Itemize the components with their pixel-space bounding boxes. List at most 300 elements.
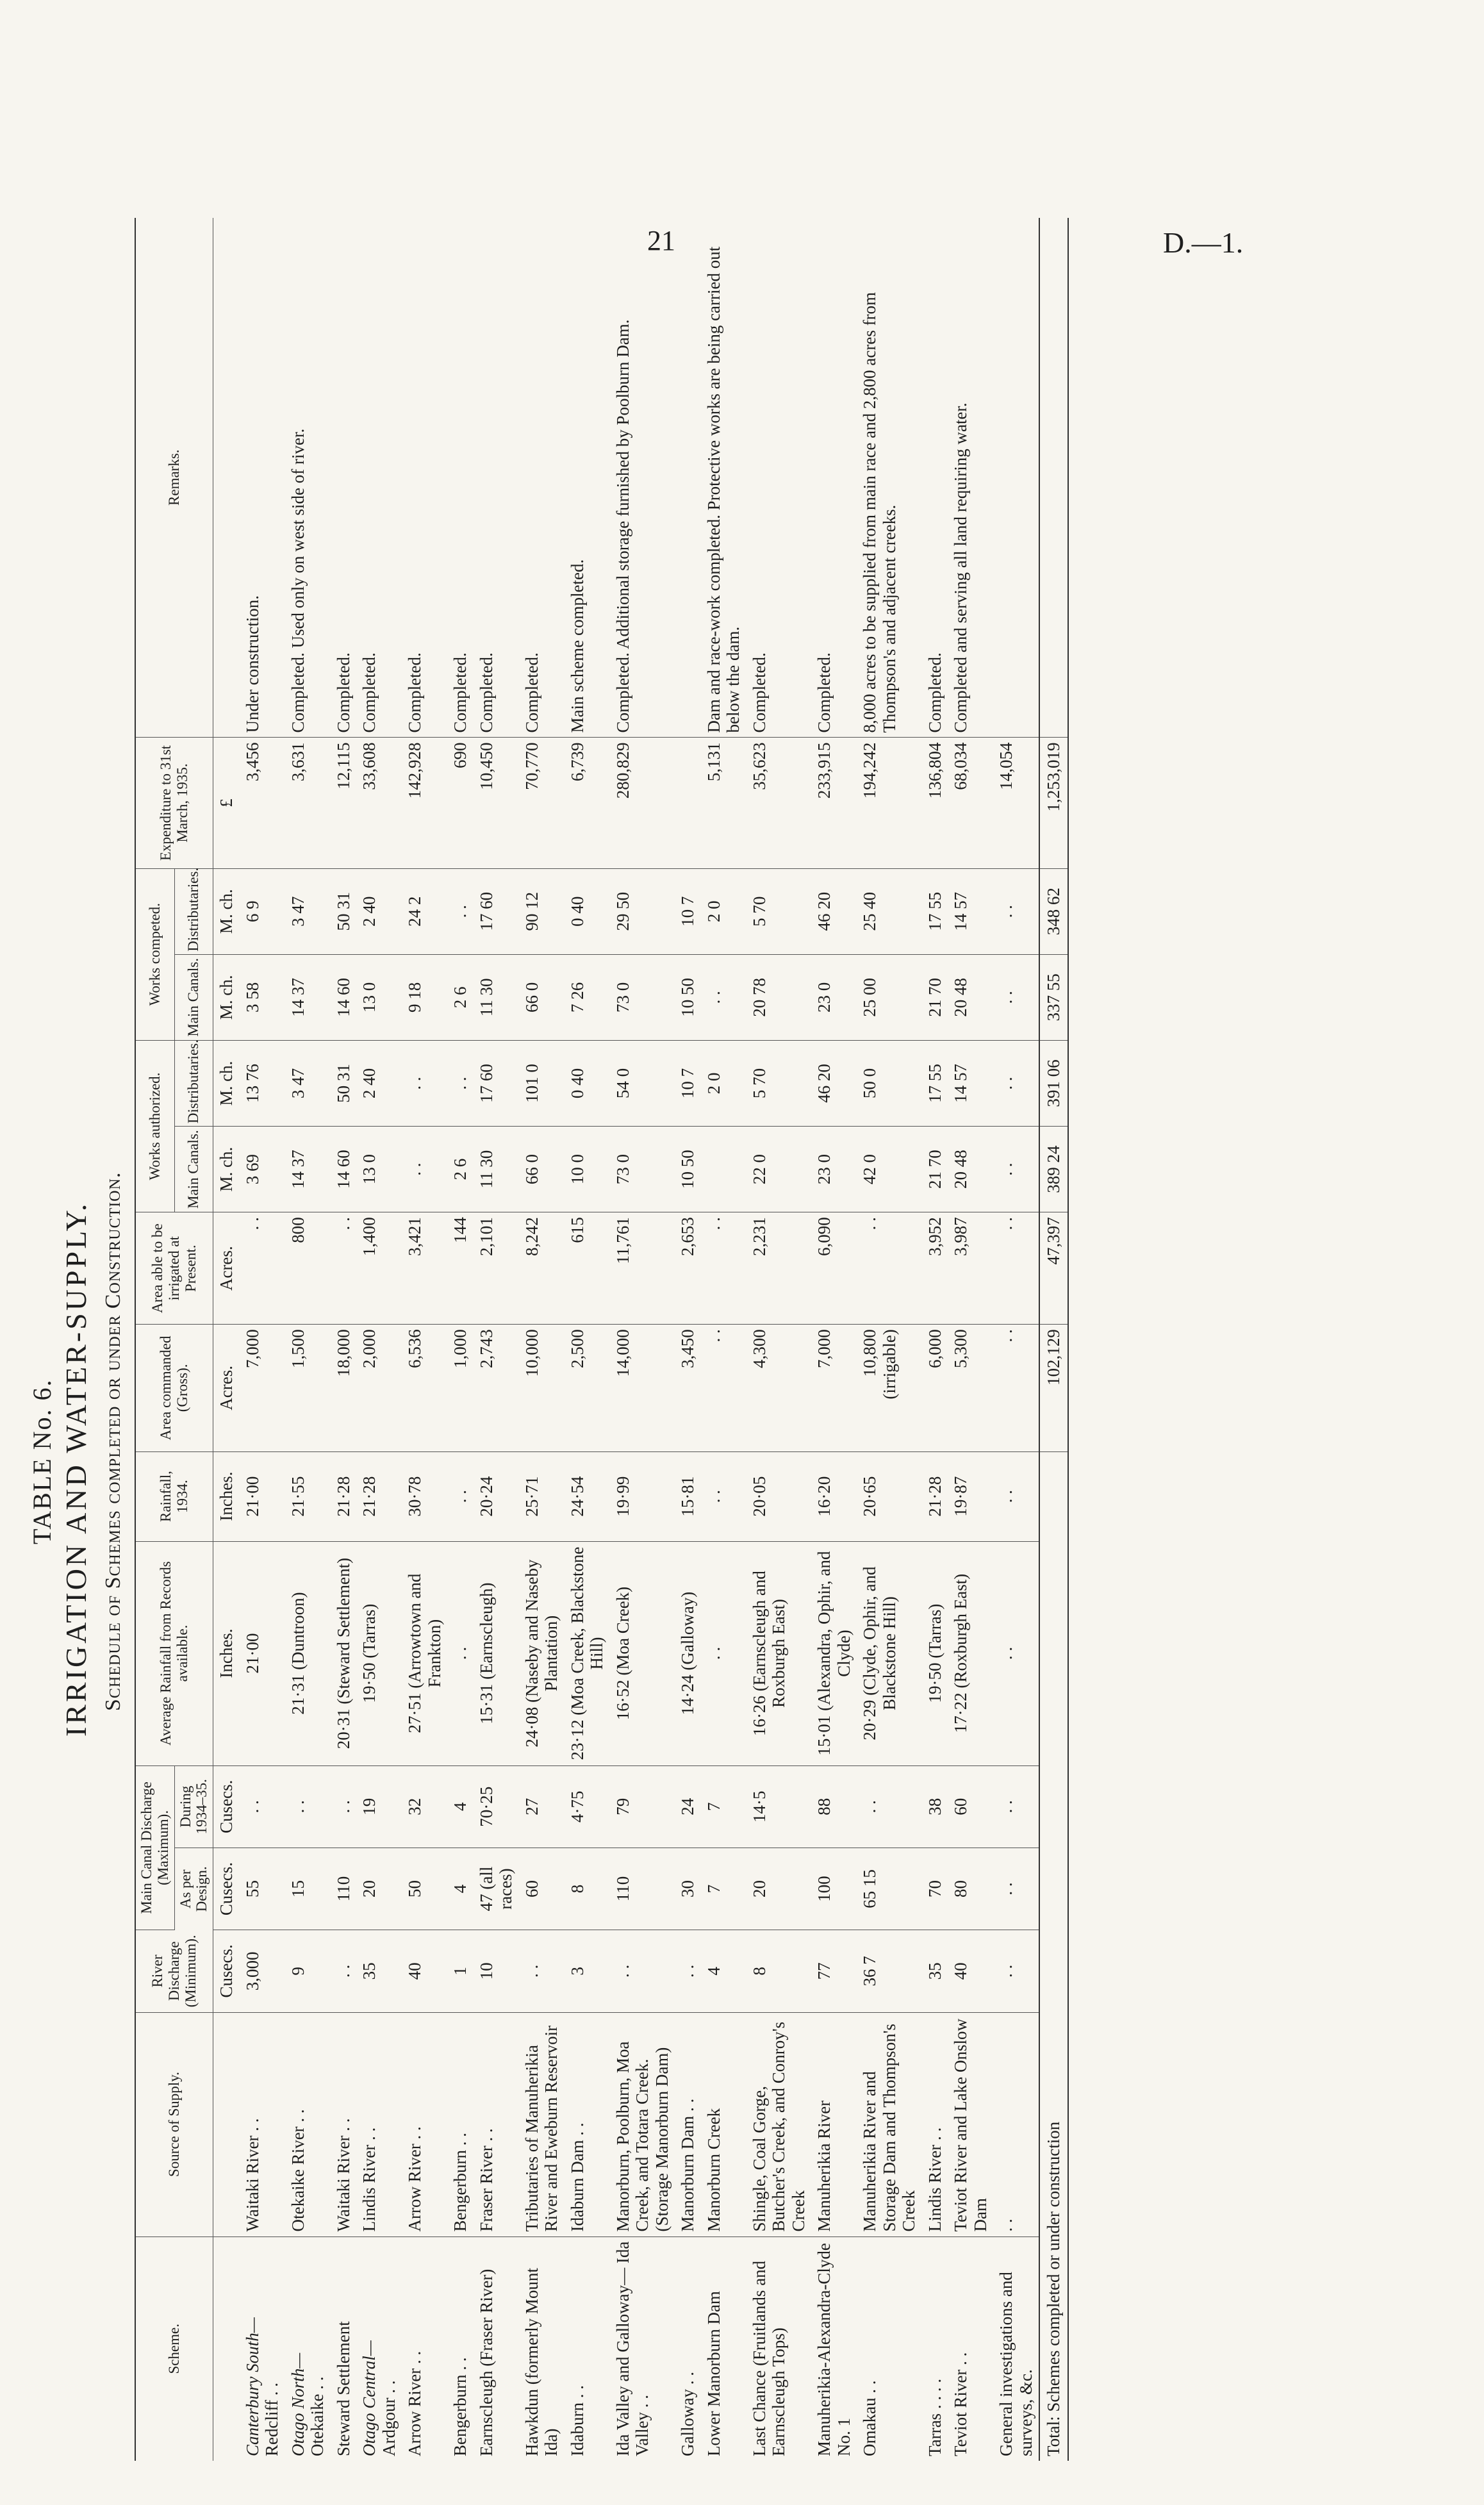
area-irrigated-cell bbox=[474, 1212, 519, 1325]
during-discharge-cell bbox=[746, 1765, 812, 1848]
authorized-main-cell bbox=[285, 1127, 331, 1212]
authorized-distributaries-cell bbox=[519, 1040, 565, 1126]
authorized-distributaries-cell bbox=[565, 1040, 610, 1126]
expenditure-cell-text: 3,631 bbox=[288, 742, 308, 782]
authorized-distributaries-cell bbox=[402, 1040, 447, 1126]
during-discharge-cell-text: . . bbox=[996, 1800, 1016, 1814]
river-discharge-cell bbox=[922, 1930, 948, 2012]
during-discharge-cell-text: . . bbox=[333, 1800, 353, 1814]
river-discharge-cell-text: 77 bbox=[814, 1962, 834, 1980]
design-discharge-cell-text: 4 bbox=[450, 1884, 470, 1894]
river-discharge-cell bbox=[519, 1930, 565, 2012]
completed-main-cell-text: 14 60 bbox=[333, 977, 353, 1017]
table-row bbox=[922, 218, 948, 2461]
completed-main-cell bbox=[240, 954, 285, 1040]
remarks-cell bbox=[519, 218, 565, 738]
source-cell-text: Manorburn, Poolburn, Moa Creek, and Totara Creek. (Storage Manorburn Dam) bbox=[613, 2041, 672, 2232]
expenditure-cell-text: 33,608 bbox=[359, 742, 379, 790]
authorized-main-cell bbox=[447, 1127, 474, 1212]
area-commanded-cell bbox=[922, 1325, 948, 1451]
scheme-cell-text: Galloway . . bbox=[678, 2372, 697, 2456]
document-reference: D.—1. bbox=[1163, 226, 1244, 259]
scheme-cell bbox=[948, 2236, 993, 2461]
table-row bbox=[331, 218, 357, 2461]
completed-main-cell bbox=[993, 954, 1039, 1040]
average-rainfall-cell bbox=[948, 1541, 993, 1765]
completed-distributaries-cell bbox=[811, 868, 857, 954]
average-rainfall-cell-text: 21·00 bbox=[242, 1633, 262, 1674]
design-discharge-cell-text: 80 bbox=[951, 1880, 970, 1898]
completed-main-cell bbox=[811, 954, 857, 1040]
total-area-irrigated: 47,397 bbox=[1039, 1212, 1068, 1325]
scheme-cell-text: Lower Manorburn Dam bbox=[704, 2291, 723, 2456]
design-discharge-cell-text: 20 bbox=[749, 1880, 769, 1898]
remarks-cell-text: Completed. bbox=[522, 652, 541, 733]
scheme-cell bbox=[565, 2236, 610, 2461]
rainfall-cell bbox=[285, 1451, 331, 1541]
rainfall-cell-text: 25·71 bbox=[522, 1476, 541, 1517]
completed-distributaries-cell-text: 46 20 bbox=[814, 891, 834, 931]
unit-cell: M. ch. bbox=[213, 1040, 240, 1126]
completed-main-cell bbox=[285, 954, 331, 1040]
table-row bbox=[240, 218, 285, 2461]
average-rainfall-cell bbox=[565, 1541, 610, 1765]
table-row bbox=[811, 218, 857, 2461]
completed-main-cell-text: 66 0 bbox=[522, 982, 541, 1013]
average-rainfall-cell bbox=[240, 1541, 285, 1765]
rainfall-cell bbox=[447, 1451, 474, 1541]
expenditure-cell-text: 68,034 bbox=[951, 742, 970, 790]
source-cell bbox=[610, 2012, 675, 2236]
authorized-main-cell bbox=[857, 1127, 922, 1212]
completed-distributaries-cell bbox=[675, 868, 701, 954]
authorized-main-cell bbox=[993, 1127, 1039, 1212]
during-discharge-cell-text: 60 bbox=[951, 1798, 970, 1815]
completed-main-cell-text: 11 30 bbox=[476, 978, 496, 1017]
river-discharge-cell bbox=[675, 1930, 701, 2012]
scheme-cell-text: Omakau . . bbox=[860, 2380, 879, 2456]
authorized-distributaries-cell-text: 2 40 bbox=[359, 1068, 379, 1099]
authorized-main-cell bbox=[565, 1127, 610, 1212]
design-discharge-cell-text: 20 bbox=[359, 1880, 379, 1898]
river-discharge-cell-text: 40 bbox=[951, 1962, 970, 1980]
rainfall-cell bbox=[993, 1451, 1039, 1541]
area-irrigated-cell-text: 1,400 bbox=[359, 1217, 379, 1256]
source-cell bbox=[993, 2012, 1039, 2236]
average-rainfall-cell bbox=[610, 1541, 675, 1765]
rainfall-cell bbox=[565, 1451, 610, 1541]
scheme-cell-text: Otekaike . . bbox=[308, 2376, 327, 2456]
river-discharge-cell bbox=[565, 1930, 610, 2012]
design-discharge-cell bbox=[240, 1848, 285, 1930]
remarks-cell bbox=[701, 218, 746, 738]
scheme-cell-text: Earnscleugh (Fraser River) bbox=[476, 2269, 496, 2456]
units-row bbox=[213, 218, 240, 2461]
average-rainfall-cell-text: 14·24 (Galloway) bbox=[678, 1591, 697, 1715]
scheme-cell-text: Manuherikia-Alexandra-Clyde No. 1 bbox=[814, 2243, 853, 2456]
area-commanded-cell bbox=[948, 1325, 993, 1451]
design-discharge-cell bbox=[447, 1848, 474, 1930]
average-rainfall-cell bbox=[285, 1541, 331, 1765]
completed-distributaries-cell bbox=[948, 868, 993, 954]
river-discharge-cell-text: 40 bbox=[405, 1962, 424, 1980]
average-rainfall-cell-text: 15·01 (Alexandra, Ophir, and Clyde) bbox=[814, 1551, 853, 1756]
rainfall-cell bbox=[701, 1451, 746, 1541]
during-discharge-cell bbox=[993, 1765, 1039, 1848]
remarks-cell bbox=[993, 218, 1039, 738]
completed-main-cell bbox=[948, 954, 993, 1040]
river-discharge-cell bbox=[474, 1930, 519, 2012]
design-discharge-cell-text: 65 15 bbox=[860, 1869, 879, 1908]
unit-cell: Cusecs. bbox=[213, 1848, 240, 1930]
during-discharge-cell bbox=[474, 1765, 519, 1848]
completed-main-cell bbox=[701, 954, 746, 1040]
average-rainfall-cell-text: 20·29 (Clyde, Ophir, and Blackstone Hill) bbox=[860, 1566, 899, 1740]
rainfall-cell-text: 21·55 bbox=[288, 1476, 308, 1517]
total-row bbox=[1039, 218, 1068, 2461]
rainfall-cell bbox=[331, 1451, 357, 1541]
source-cell-text: Arrow River . . bbox=[405, 2126, 424, 2232]
source-cell bbox=[447, 2012, 474, 2236]
remarks-cell-text: Completed. bbox=[749, 652, 769, 733]
area-irrigated-cell-text: 3,421 bbox=[405, 1217, 424, 1256]
river-discharge-cell-text: 10 bbox=[476, 1962, 496, 1980]
expenditure-cell-text: 280,829 bbox=[613, 742, 632, 799]
scheme-cell bbox=[474, 2236, 519, 2461]
expenditure-cell bbox=[565, 738, 610, 868]
completed-distributaries-cell-text: 50 31 bbox=[333, 891, 353, 931]
rainfall-cell bbox=[240, 1451, 285, 1541]
area-commanded-cell bbox=[356, 1325, 402, 1451]
area-commanded-cell bbox=[610, 1325, 675, 1451]
area-commanded-cell-text: 10,000 bbox=[522, 1329, 541, 1377]
during-discharge-cell-text: 70·25 bbox=[476, 1786, 496, 1827]
area-irrigated-cell bbox=[701, 1212, 746, 1325]
river-discharge-cell bbox=[993, 1930, 1039, 2012]
authorized-distributaries-cell bbox=[610, 1040, 675, 1126]
completed-distributaries-cell-text: 6 9 bbox=[242, 900, 262, 923]
authorized-distributaries-cell bbox=[746, 1040, 812, 1126]
scheme-cell-text: Steward Settlement bbox=[333, 2321, 353, 2456]
table-row bbox=[610, 218, 675, 2461]
river-discharge-cell bbox=[331, 1930, 357, 2012]
completed-main-cell-text: 21 70 bbox=[925, 977, 944, 1017]
completed-main-cell bbox=[447, 954, 474, 1040]
during-discharge-cell-text: 4·75 bbox=[567, 1790, 587, 1823]
table-row bbox=[675, 218, 701, 2461]
area-commanded-cell bbox=[447, 1325, 474, 1451]
table-number-title: TABLE No. 6. bbox=[28, 1378, 56, 1544]
average-rainfall-cell bbox=[746, 1541, 812, 1765]
average-rainfall-cell bbox=[331, 1541, 357, 1765]
authorized-main-cell-text: 21 70 bbox=[925, 1150, 944, 1189]
authorized-distributaries-cell bbox=[675, 1040, 701, 1126]
authorized-main-cell-text: 14 37 bbox=[288, 1150, 308, 1189]
authorized-distributaries-cell bbox=[811, 1040, 857, 1126]
region-label: Otago Central— bbox=[359, 2340, 379, 2456]
source-cell-text: Manuherikia River and Storage Dam and Thompson's Creek bbox=[860, 2023, 918, 2232]
rainfall-cell bbox=[474, 1451, 519, 1541]
source-cell-text: Lindis River . . bbox=[359, 2127, 379, 2232]
design-discharge-cell-text: 8 bbox=[567, 1884, 587, 1894]
area-irrigated-cell bbox=[610, 1212, 675, 1325]
area-irrigated-cell bbox=[993, 1212, 1039, 1325]
design-discharge-cell-text: 50 bbox=[405, 1880, 424, 1898]
area-commanded-cell bbox=[675, 1325, 701, 1451]
remarks-cell-text: Completed. bbox=[333, 652, 353, 733]
scheme-cell-text: Arrow River . . bbox=[405, 2351, 424, 2456]
during-discharge-cell-text: . . bbox=[242, 1800, 262, 1814]
area-irrigated-cell bbox=[402, 1212, 447, 1325]
unit-cell: M. ch. bbox=[213, 868, 240, 954]
remarks-cell-text: Completed. bbox=[476, 652, 496, 733]
header-average-rainfall: Average Rainfall from Records available. bbox=[135, 1541, 213, 1765]
completed-main-cell bbox=[857, 954, 922, 1040]
river-discharge-cell bbox=[402, 1930, 447, 2012]
rainfall-cell-text: . . bbox=[704, 1489, 723, 1503]
rainfall-cell-text: 21·28 bbox=[359, 1476, 379, 1517]
rainfall-cell-text: 15·81 bbox=[678, 1476, 697, 1517]
completed-main-cell bbox=[519, 954, 565, 1040]
completed-distributaries-cell-text: 2 0 bbox=[704, 900, 723, 923]
during-discharge-cell-text: 14·5 bbox=[749, 1790, 769, 1823]
average-rainfall-cell bbox=[402, 1541, 447, 1765]
design-discharge-cell bbox=[811, 1848, 857, 1930]
river-discharge-cell bbox=[610, 1930, 675, 2012]
expenditure-cell-text: 3,456 bbox=[242, 742, 262, 782]
design-discharge-cell bbox=[922, 1848, 948, 1930]
during-discharge-cell bbox=[565, 1765, 610, 1848]
during-discharge-cell bbox=[675, 1765, 701, 1848]
rainfall-cell bbox=[356, 1451, 402, 1541]
expenditure-cell-text: 194,242 bbox=[860, 742, 879, 799]
remarks-cell bbox=[675, 218, 701, 738]
source-cell bbox=[948, 2012, 993, 2236]
authorized-main-cell bbox=[948, 1127, 993, 1212]
area-commanded-cell-text: 10,800 (irrigable) bbox=[860, 1329, 899, 1400]
design-discharge-cell bbox=[402, 1848, 447, 1930]
area-commanded-cell-text: 7,000 bbox=[814, 1329, 834, 1368]
header-works-completed: Works competed. bbox=[135, 868, 174, 1040]
river-discharge-cell-text: . . bbox=[613, 1964, 632, 1978]
river-discharge-cell bbox=[811, 1930, 857, 2012]
unit-cell: Inches. bbox=[213, 1541, 240, 1765]
source-cell bbox=[240, 2012, 285, 2236]
average-rainfall-cell bbox=[993, 1541, 1039, 1765]
completed-distributaries-cell bbox=[701, 868, 746, 954]
during-discharge-cell bbox=[610, 1765, 675, 1848]
expenditure-cell bbox=[811, 738, 857, 868]
expenditure-cell bbox=[240, 738, 285, 868]
total-completed-main: 337 55 bbox=[1039, 954, 1068, 1040]
during-discharge-cell-text: 38 bbox=[925, 1798, 944, 1815]
expenditure-cell-text: 233,915 bbox=[814, 742, 834, 799]
remarks-cell bbox=[922, 218, 948, 738]
source-cell bbox=[331, 2012, 357, 2236]
completed-distributaries-cell bbox=[746, 868, 812, 954]
expenditure-cell bbox=[993, 738, 1039, 868]
average-rainfall-cell-text: . . bbox=[704, 1646, 723, 1660]
expenditure-cell bbox=[519, 738, 565, 868]
rainfall-cell-text: 21·00 bbox=[242, 1476, 262, 1517]
expenditure-cell-text: 70,770 bbox=[522, 742, 541, 790]
river-discharge-cell-text: . . bbox=[678, 1964, 697, 1978]
during-discharge-cell-text: 32 bbox=[405, 1798, 424, 1815]
during-discharge-cell bbox=[922, 1765, 948, 1848]
area-irrigated-cell bbox=[240, 1212, 285, 1325]
river-discharge-cell bbox=[701, 1930, 746, 2012]
authorized-distributaries-cell-text: 3 47 bbox=[288, 1068, 308, 1099]
area-irrigated-cell bbox=[811, 1212, 857, 1325]
header-remarks: Remarks. bbox=[135, 218, 213, 738]
area-irrigated-cell bbox=[285, 1212, 331, 1325]
area-irrigated-cell-text: 3,952 bbox=[925, 1217, 944, 1256]
completed-distributaries-cell bbox=[331, 868, 357, 954]
area-irrigated-cell-text: 144 bbox=[450, 1217, 470, 1243]
during-discharge-cell bbox=[285, 1765, 331, 1848]
expenditure-cell-text: 5,131 bbox=[704, 742, 723, 782]
area-irrigated-cell-text: 8,242 bbox=[522, 1217, 541, 1256]
authorized-distributaries-cell-text: 50 0 bbox=[860, 1068, 879, 1099]
table-row bbox=[948, 218, 993, 2461]
expenditure-cell bbox=[610, 738, 675, 868]
scheme-cell bbox=[240, 2236, 285, 2461]
design-discharge-cell-text: 47 (all races) bbox=[476, 1866, 515, 1912]
rainfall-cell bbox=[811, 1451, 857, 1541]
scheme-cell bbox=[610, 2236, 675, 2461]
river-discharge-cell bbox=[948, 1930, 993, 2012]
completed-main-cell-text: 25 00 bbox=[860, 977, 879, 1017]
river-discharge-cell-text: 3,000 bbox=[242, 1951, 262, 1991]
area-irrigated-cell-text: 6,090 bbox=[814, 1217, 834, 1256]
header-expenditure: Expenditure to 31st March, 1935. bbox=[135, 738, 213, 868]
completed-main-cell-text: 13 0 bbox=[359, 982, 379, 1013]
table-row bbox=[565, 218, 610, 2461]
area-commanded-cell bbox=[811, 1325, 857, 1451]
header-completed-main: Main Canals. bbox=[174, 954, 213, 1040]
remarks-cell-text: 8,000 acres to be supplied from main race and 2,800 acres from Thompson's and adjacent creeks. bbox=[860, 292, 899, 733]
average-rainfall-cell-text: 16·52 (Moa Creek) bbox=[613, 1586, 632, 1721]
completed-distributaries-cell bbox=[922, 868, 948, 954]
authorized-main-cell bbox=[922, 1127, 948, 1212]
rotated-table-region bbox=[26, 205, 1320, 2474]
source-cell-text: Waitaki River . . bbox=[333, 2118, 353, 2232]
table-row bbox=[701, 218, 746, 2461]
area-irrigated-cell bbox=[447, 1212, 474, 1325]
authorized-distributaries-cell-text: . . bbox=[405, 1077, 424, 1090]
completed-distributaries-cell bbox=[857, 868, 922, 954]
average-rainfall-cell bbox=[922, 1541, 948, 1765]
authorized-distributaries-cell-text: 10 7 bbox=[678, 1068, 697, 1099]
scheme-cell-text: Ardgour . . bbox=[379, 2380, 399, 2456]
rainfall-cell-text: 21·28 bbox=[333, 1476, 353, 1517]
completed-distributaries-cell bbox=[993, 868, 1039, 954]
completed-main-cell-text: 20 78 bbox=[749, 977, 769, 1017]
table-row bbox=[857, 218, 922, 2461]
during-discharge-cell-text: 7 bbox=[704, 1802, 723, 1811]
source-cell-text: Waitaki River . . bbox=[242, 2118, 262, 2232]
header-area-irrigated: Area able to be irrigated at Present. bbox=[135, 1212, 213, 1325]
completed-main-cell bbox=[922, 954, 948, 1040]
average-rainfall-cell-text: . . bbox=[996, 1646, 1016, 1660]
authorized-main-cell bbox=[519, 1127, 565, 1212]
total-authorized-distributaries: 391 06 bbox=[1039, 1040, 1068, 1126]
authorized-distributaries-cell-text: 101 0 bbox=[522, 1064, 541, 1103]
completed-main-cell bbox=[746, 954, 812, 1040]
remarks-cell-text: Completed. bbox=[405, 652, 424, 733]
completed-main-cell bbox=[331, 954, 357, 1040]
remarks-cell-text: Completed. Used only on west side of river. bbox=[288, 428, 308, 733]
average-rainfall-cell bbox=[675, 1541, 701, 1765]
design-discharge-cell bbox=[519, 1848, 565, 1930]
authorized-distributaries-cell-text: 5 70 bbox=[749, 1068, 769, 1099]
authorized-main-cell-text: 22 0 bbox=[749, 1154, 769, 1185]
river-discharge-cell bbox=[857, 1930, 922, 2012]
source-cell-text: Fraser River . . bbox=[476, 2128, 496, 2232]
authorized-distributaries-cell-text: 14 57 bbox=[951, 1064, 970, 1103]
expenditure-cell-text: 142,928 bbox=[405, 742, 424, 799]
area-irrigated-cell bbox=[356, 1212, 402, 1325]
expenditure-cell bbox=[285, 738, 331, 868]
table-heading: IRRIGATION AND WATER-SUPPLY. bbox=[60, 1201, 92, 1737]
completed-distributaries-cell-text: 3 47 bbox=[288, 896, 308, 927]
river-discharge-cell-text: 1 bbox=[450, 1967, 470, 1976]
source-cell bbox=[519, 2012, 565, 2236]
area-irrigated-cell bbox=[675, 1212, 701, 1325]
authorized-distributaries-cell bbox=[331, 1040, 357, 1126]
completed-distributaries-cell-text: . . bbox=[996, 905, 1016, 918]
authorized-main-cell-text: 23 0 bbox=[814, 1154, 834, 1185]
area-commanded-cell-text: . . bbox=[704, 1329, 723, 1343]
area-irrigated-cell bbox=[565, 1212, 610, 1325]
unit-cell: Cusecs. bbox=[213, 1765, 240, 1848]
scheme-cell bbox=[993, 2236, 1039, 2461]
area-commanded-cell-text: 2,000 bbox=[359, 1329, 379, 1368]
rainfall-cell-text: 30·78 bbox=[405, 1476, 424, 1517]
area-commanded-cell bbox=[701, 1325, 746, 1451]
scheme-cell bbox=[447, 2236, 474, 2461]
area-commanded-cell bbox=[857, 1325, 922, 1451]
authorized-distributaries-cell bbox=[474, 1040, 519, 1126]
remarks-cell-text: Completed. bbox=[814, 652, 834, 733]
area-irrigated-cell bbox=[519, 1212, 565, 1325]
completed-main-cell bbox=[675, 954, 701, 1040]
river-discharge-cell bbox=[746, 1930, 812, 2012]
area-irrigated-cell-text: . . bbox=[860, 1217, 879, 1230]
unit-cell: Acres. bbox=[213, 1325, 240, 1451]
design-discharge-cell bbox=[474, 1848, 519, 1930]
source-cell-text: Otekaike River . . bbox=[288, 2109, 308, 2232]
during-discharge-cell bbox=[356, 1765, 402, 1848]
scheme-cell bbox=[811, 2236, 857, 2461]
unit-cell: M. ch. bbox=[213, 1127, 240, 1212]
area-commanded-cell-text: 5,300 bbox=[951, 1329, 970, 1368]
expenditure-cell bbox=[948, 738, 993, 868]
authorized-distributaries-cell bbox=[240, 1040, 285, 1126]
authorized-main-cell-text: 42 0 bbox=[860, 1154, 879, 1185]
total-label: Total: Schemes completed or under construction bbox=[1039, 1451, 1068, 2461]
remarks-cell bbox=[565, 218, 610, 738]
total-completed-distributaries: 348 62 bbox=[1039, 868, 1068, 954]
completed-distributaries-cell bbox=[240, 868, 285, 954]
average-rainfall-cell-text: 21·31 (Duntroon) bbox=[288, 1592, 308, 1715]
header-as-per-design: As per Design. bbox=[174, 1848, 213, 1930]
completed-distributaries-cell-text: 14 57 bbox=[951, 891, 970, 931]
design-discharge-cell bbox=[675, 1848, 701, 1930]
completed-distributaries-cell bbox=[610, 868, 675, 954]
river-discharge-cell bbox=[285, 1930, 331, 2012]
authorized-distributaries-cell-text: 17 55 bbox=[925, 1064, 944, 1103]
